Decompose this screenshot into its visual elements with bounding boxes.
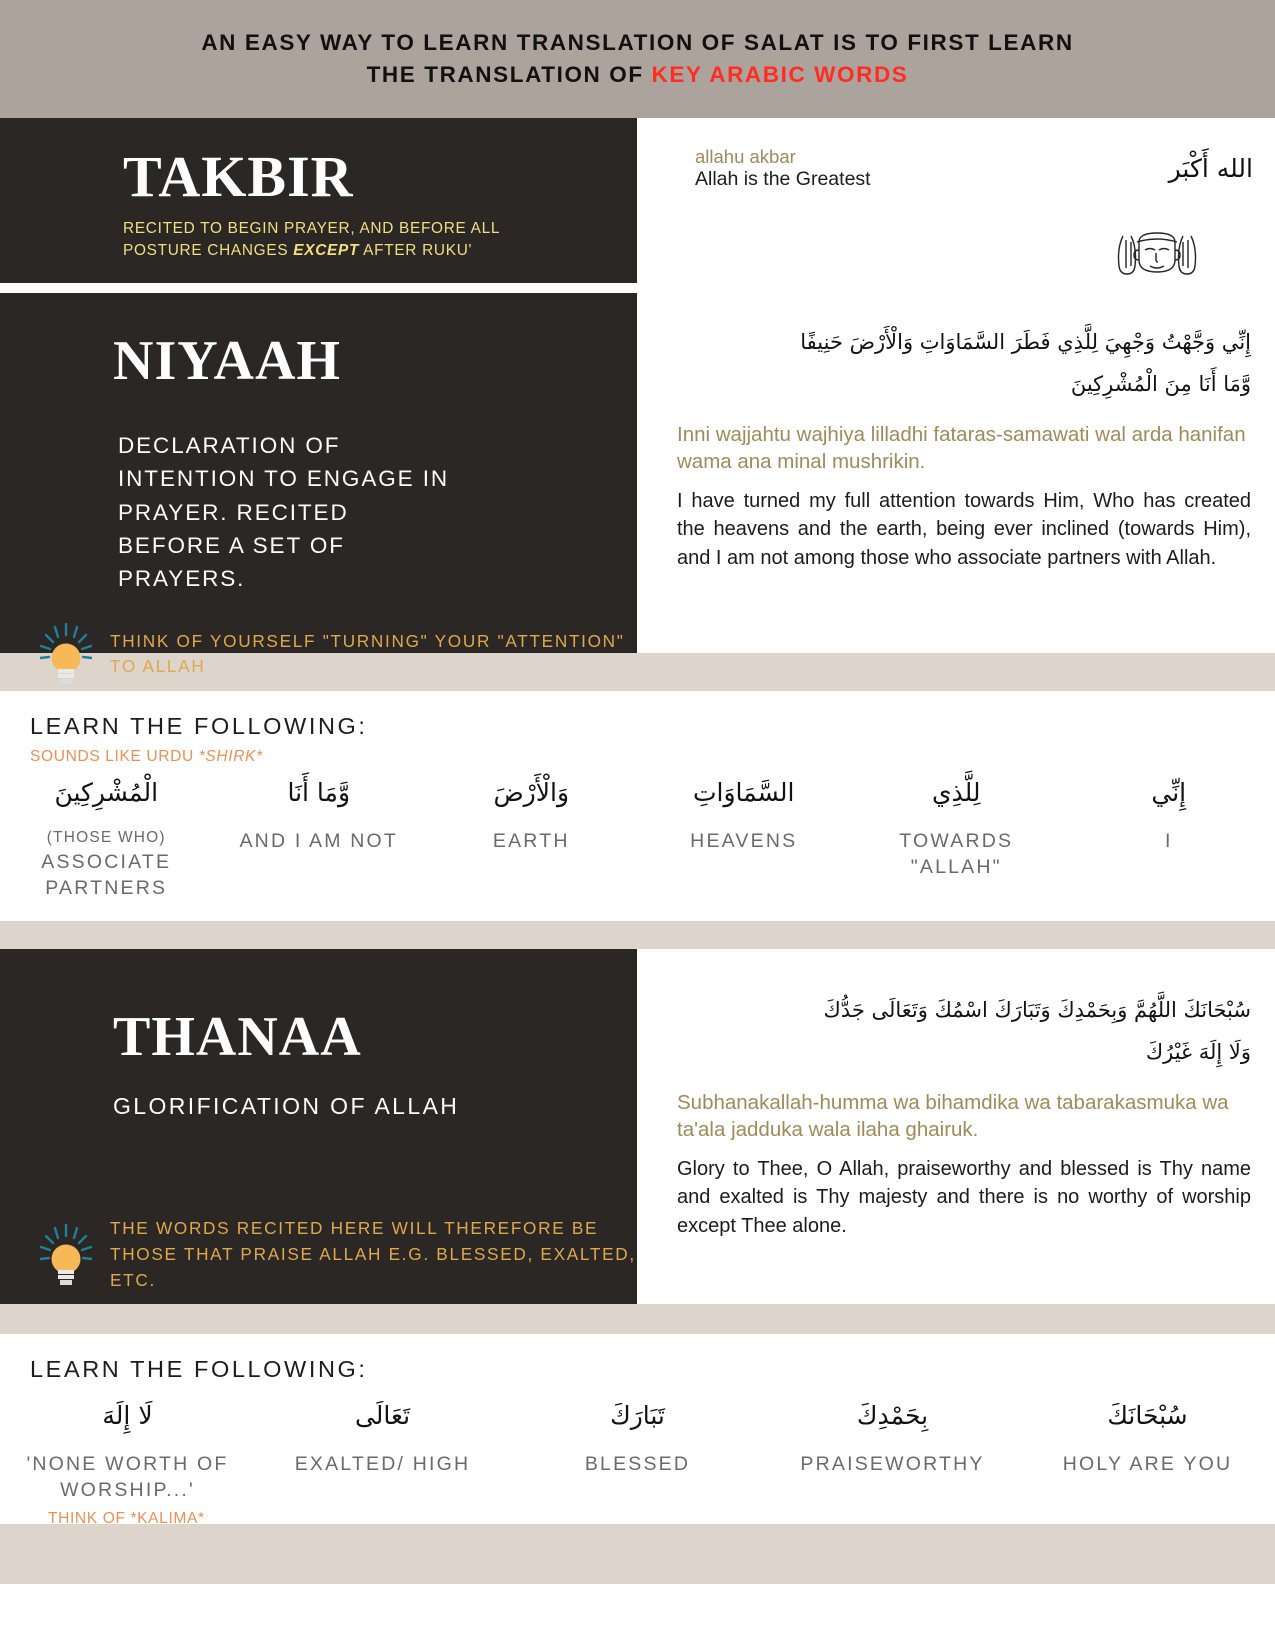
thanaa-left-panel bbox=[0, 949, 637, 1304]
niyaah-transliteration: Inni wajjahtu wajhiya lilladhi fataras-samawati wal arda hanifan wama ana minal mushrikin. bbox=[677, 423, 1246, 474]
word-cell bbox=[1063, 774, 1275, 902]
word-english: I bbox=[1164, 830, 1173, 852]
praying-hands-raised-icon bbox=[1097, 226, 1217, 278]
word-arabic: بِحَمْدِكَ bbox=[856, 1401, 929, 1430]
word-cell bbox=[425, 774, 638, 902]
word-arabic: الْمُشْرِكِينَ bbox=[54, 778, 159, 807]
word-arabic: سُبْحَانَكَ bbox=[1107, 1401, 1188, 1430]
word-english-main: ASSOCIATE PARTNERS bbox=[41, 850, 172, 900]
word-english: BLESSED bbox=[584, 1453, 691, 1475]
niyaah-right-panel bbox=[637, 293, 1275, 653]
header-highlight-key-arabic-words: KEY ARABIC WORDS bbox=[651, 62, 909, 87]
takbir-title: TAKBIR bbox=[123, 144, 354, 209]
word-arabic: وَالْأَرْضَ bbox=[493, 778, 570, 807]
page-header bbox=[0, 0, 1275, 118]
word-english: EXALTED/ HIGH bbox=[294, 1453, 471, 1475]
section-band-bottom bbox=[0, 1524, 1275, 1584]
thanaa-arabic-line-2: وَلَا إِلَهَ غَيْرُكَ bbox=[1145, 1040, 1251, 1064]
thanaa-arabic-line-1: سُبْحَانَكَ اللَّهُمَّ وَبِحَمْدِكَ وَتَبَارَكَ اسْمُكَ وَتَعَالَى جَدُّكَ bbox=[823, 998, 1251, 1022]
word-english: EARTH bbox=[492, 830, 570, 852]
takbir-right-panel bbox=[637, 118, 1275, 283]
word-cell bbox=[765, 1397, 1020, 1504]
word-cell bbox=[0, 774, 213, 902]
learn-1-title: LEARN THE FOLLOWING: bbox=[30, 713, 368, 739]
thanaa-right-panel bbox=[637, 949, 1275, 1304]
word-arabic: السَّمَاوَاتِ bbox=[693, 778, 795, 807]
word-english: AND I AM NOT bbox=[239, 830, 399, 852]
word-cell bbox=[638, 774, 851, 902]
lightbulb-icon bbox=[40, 623, 92, 685]
word-cell bbox=[1020, 1397, 1275, 1504]
word-english: TOWARDS "ALLAH" bbox=[899, 830, 1014, 879]
word-english: 'NONE WORTH OF WORSHIP...' bbox=[26, 1453, 229, 1502]
niyaah-arabic-line-1: إِنِّي وَجَّهْتُ وَجْهِيَ لِلَّذِي فَطَرَ السَّمَاوَاتِ وَالْأَرْضَ حَنِيفًا bbox=[800, 330, 1251, 354]
word-cell bbox=[850, 774, 1063, 902]
thanaa-subtitle: GLORIFICATION OF ALLAH bbox=[113, 1093, 460, 1119]
thanaa-tip-text: THE WORDS RECITED HERE WILL THEREFORE BE THOSE THAT PRAISE ALLAH E.G. BLESSED, EXALTED, ETC. bbox=[110, 1218, 636, 1290]
word-arabic: وَّمَا أَنَا bbox=[287, 778, 351, 807]
takbir-subtitle bbox=[0, 206, 520, 262]
takbir-arabic: الله أَكْبَر bbox=[1168, 154, 1253, 183]
learn-1-note-plain: SOUNDS LIKE URDU bbox=[30, 748, 199, 765]
takbir-translation: Allah is the Greatest bbox=[695, 168, 871, 190]
divider-gap-1 bbox=[0, 283, 1275, 293]
takbir-left-panel bbox=[0, 118, 637, 283]
takbir-subtitle-after: AFTER RUKU' bbox=[359, 241, 473, 259]
niyaah-arabic-line-2: وَّمَا أَنَا مِنَ الْمُشْرِكِينَ bbox=[1070, 372, 1251, 396]
niyaah-section bbox=[0, 293, 1275, 677]
header-line-2-prefix: THE TRANSLATION OF bbox=[366, 62, 652, 87]
word-arabic: تَعَالَى bbox=[354, 1401, 411, 1430]
section-band-2 bbox=[0, 921, 1275, 949]
takbir-text-block bbox=[695, 146, 871, 191]
niyaah-tip bbox=[0, 595, 637, 685]
word-english-paren: (THOSE WHO) bbox=[46, 829, 166, 846]
word-cell bbox=[213, 774, 426, 902]
learn-2-footnote: THINK OF *KALIMA* bbox=[48, 1509, 205, 1527]
niyaah-left-panel bbox=[0, 293, 637, 677]
word-cell bbox=[0, 1397, 255, 1504]
thanaa-tip bbox=[0, 1120, 637, 1293]
learn-section-2 bbox=[0, 1334, 1275, 1527]
word-cell bbox=[255, 1397, 510, 1504]
header-line-2 bbox=[367, 59, 909, 91]
niyaah-title: NIYAAH bbox=[113, 330, 341, 392]
learn-2-title: LEARN THE FOLLOWING: bbox=[30, 1356, 368, 1382]
word-english bbox=[6, 828, 207, 902]
takbir-section bbox=[0, 118, 1275, 283]
word-arabic: إِنِّي bbox=[1151, 778, 1187, 807]
learn-1-note bbox=[0, 740, 1275, 766]
learn-1-note-italic: *SHIRK* bbox=[198, 748, 263, 765]
niyaah-translation: I have turned my full attention towards Him, Who has created the heavens and the earth, being ever inclined (towards Him), and I am not among those who associate partners with Allah. bbox=[677, 490, 1251, 569]
thanaa-title: THANAA bbox=[113, 1006, 362, 1068]
thanaa-section bbox=[0, 949, 1275, 1304]
section-band-3 bbox=[0, 1304, 1275, 1334]
niyaah-tip-text: THINK OF YOURSELF "TURNING" YOUR "ATTENTION" TO ALLAH bbox=[110, 630, 625, 677]
header-line-1: AN EASY WAY TO LEARN TRANSLATION OF SALAT IS TO FIRST LEARN bbox=[201, 30, 1074, 56]
word-english: PRAISEWORTHY bbox=[800, 1453, 985, 1475]
word-english: HOLY ARE YOU bbox=[1062, 1453, 1233, 1475]
thanaa-translation: Glory to Thee, O Allah, praiseworthy and blessed is Thy name and exalted is Thy majesty and there is no worthy of worship except Thee alone. bbox=[677, 1158, 1251, 1237]
learn-1-words bbox=[0, 766, 1275, 902]
word-cell bbox=[510, 1397, 765, 1504]
learn-2-words bbox=[0, 1383, 1275, 1504]
learn-section-1 bbox=[0, 691, 1275, 921]
niyaah-description: DECLARATION OF INTENTION TO ENGAGE IN PRAYER. RECITED BEFORE A SET OF PRAYERS. bbox=[118, 433, 450, 592]
takbir-subtitle-before: RECITED TO BEGIN PRAYER, AND BEFORE ALL POSTURE CHANGES bbox=[123, 220, 500, 259]
word-arabic: لِلَّذِي bbox=[931, 778, 981, 807]
lightbulb-icon bbox=[40, 1224, 92, 1286]
takbir-subtitle-except: EXCEPT bbox=[293, 241, 360, 259]
word-arabic: تَبَارَكَ bbox=[610, 1401, 665, 1430]
thanaa-transliteration: Subhanakallah-humma wa bihamdika wa tabarakasmuka wa ta'ala jadduka wala ilaha ghairuk. bbox=[677, 1091, 1229, 1142]
word-english: HEAVENS bbox=[690, 830, 798, 852]
word-arabic: لَا إِلَهَ bbox=[102, 1401, 153, 1430]
takbir-transliteration: allahu akbar bbox=[695, 146, 796, 167]
